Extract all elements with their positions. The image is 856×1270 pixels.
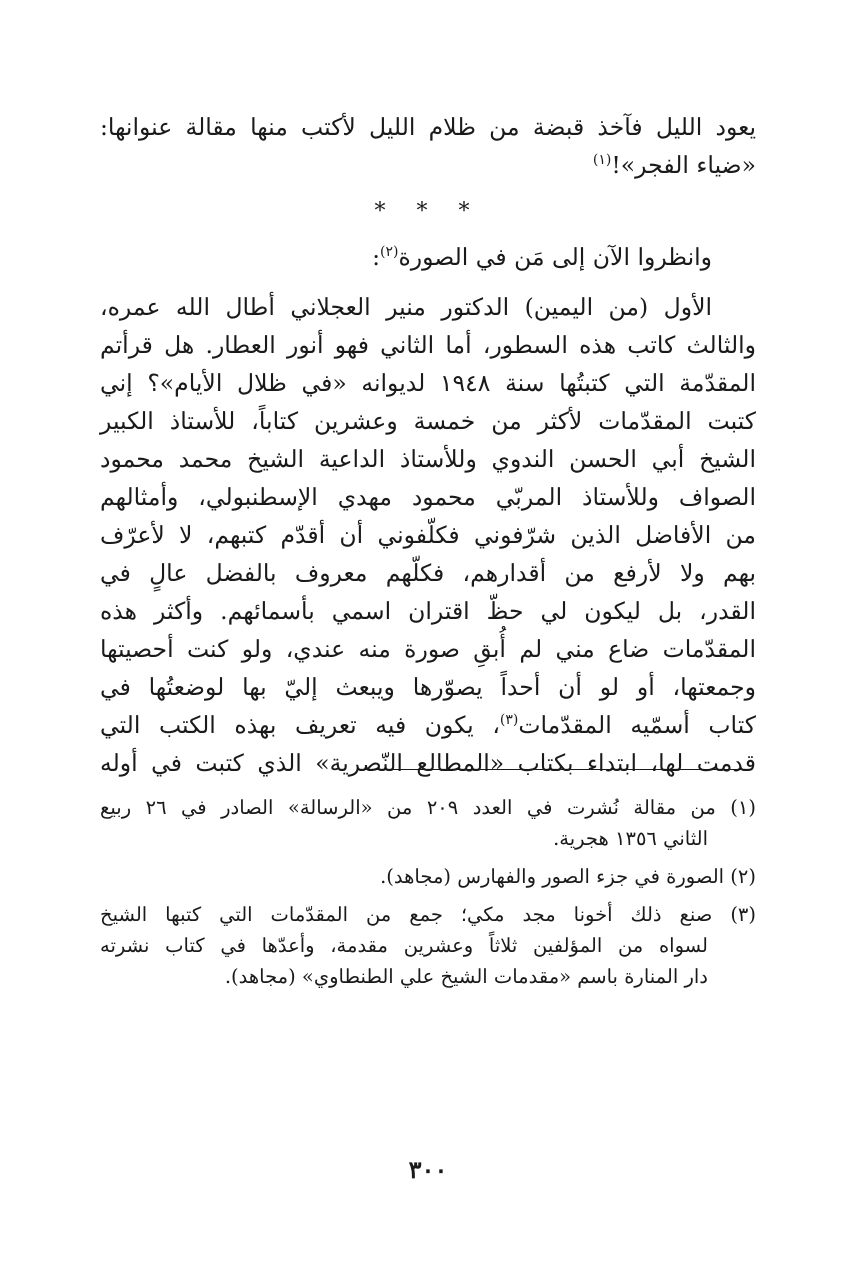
title-quote: «ضياء الفجر»! [611, 151, 756, 179]
footnote-ref[interactable]: (٢) [380, 244, 399, 261]
footnote-line: لسواه من المؤلفين ثلاثاً وعشرين مقدمة، وأعدّها في كتاب نشرته [100, 934, 708, 957]
colon: : [372, 243, 380, 271]
footnote-text: من مقالة نُشرت في العدد ٢٠٩ من «الرسالة» الصادر في ٢٦ ربيع [100, 796, 716, 819]
paragraph [100, 288, 756, 782]
text-line: الصواف وللأستاذ المربّي محمود مهدي الإسطنبولي، وأمثالهم [100, 483, 756, 511]
footnote-line [100, 861, 756, 892]
footnote-2 [100, 861, 756, 892]
footnote-line [100, 792, 756, 823]
page-number: ٣٠٠ [408, 1155, 448, 1184]
text-line: الأول (من اليمين) الدكتور منير العجلاني أطال الله عمره، [100, 293, 712, 321]
text-line: بهم ولا لأرفع من أقدارهم، فكلّهم معروف بالفضل عالٍ في [100, 559, 756, 587]
text-line: من الأفاضل الذين شرّفوني فكلّفوني أن أقدّم كتبهم، لا لأعرّف [100, 521, 756, 549]
footnote-1 [100, 792, 756, 854]
footnote-number: (٣) [730, 903, 757, 926]
text-line: وجمعتها، أو لو أن أحداً يصوّرها ويبعث إليّ بها لوضعتُها في [100, 673, 756, 701]
footnote-line [100, 899, 756, 930]
footnote-text: صنع ذلك أخونا مجد مكي؛ جمع من المقدّمات التي كتبها الشيخ [100, 903, 713, 926]
text-line [100, 238, 756, 276]
footnote-ref[interactable]: (٣) [499, 712, 519, 729]
text-line: المقدّمات ضاع مني لم أُبقِ صورة منه عندي، ولو كنت أحصيتها [100, 635, 756, 663]
text-segment: ، يكون فيه تعريف بهذه الكتب التي [100, 711, 500, 739]
footnote-3 [100, 899, 756, 992]
text-line [100, 146, 756, 184]
text-line: كتبت المقدّمات لأكثر من خمسة وعشرين كتاباً، للأستاذ الكبير [100, 407, 756, 435]
main-text [100, 108, 756, 782]
footnote-line: الثاني ١٣٥٦ هجرية. [553, 827, 708, 850]
footnote-line: دار المنارة باسم «مقدمات الشيخ علي الطنطاوي» (مجاهد). [224, 965, 708, 988]
text-segment: كتاب أسمّيه المقدّمات [518, 711, 756, 739]
footnote-text: الصورة في جزء الصور والفهارس (مجاهد). [380, 865, 725, 888]
text-line: المقدّمة التي كتبتُها سنة ١٩٤٨ لديوانه «في ظلال الأيام»؟ إني [100, 369, 756, 397]
footnote-ref[interactable]: (١) [592, 152, 612, 169]
look-text: وانظروا الآن إلى مَن في الصورة [398, 243, 712, 271]
footnotes [100, 792, 756, 999]
text-line: قدمت لها، ابتداء بكتاب «المطالع النّصرية» الذي كتبت في أوله [100, 749, 756, 777]
footnote-number: (١) [730, 796, 756, 819]
text-line [100, 706, 756, 744]
footnote-divider [360, 769, 752, 770]
section-separator: * * * [374, 199, 482, 224]
text-line: الشيخ أبي الحسن الندوي وللأستاذ الداعية الشيخ محمد محمود [100, 445, 756, 473]
text-line: يعود الليل فآخذ قبضة من ظلام الليل لأكتب منها مقالة عنوانها: [100, 113, 756, 141]
text-line: والثالث كاتب هذه السطور، أما الثاني فهو أنور العطار. هل قرأتم [100, 331, 756, 359]
text-line: القدر، بل ليكون لي حظّ اقتران اسمي بأسمائهم. وأكثر هذه [100, 597, 756, 625]
footnote-number: (٢) [730, 865, 756, 888]
